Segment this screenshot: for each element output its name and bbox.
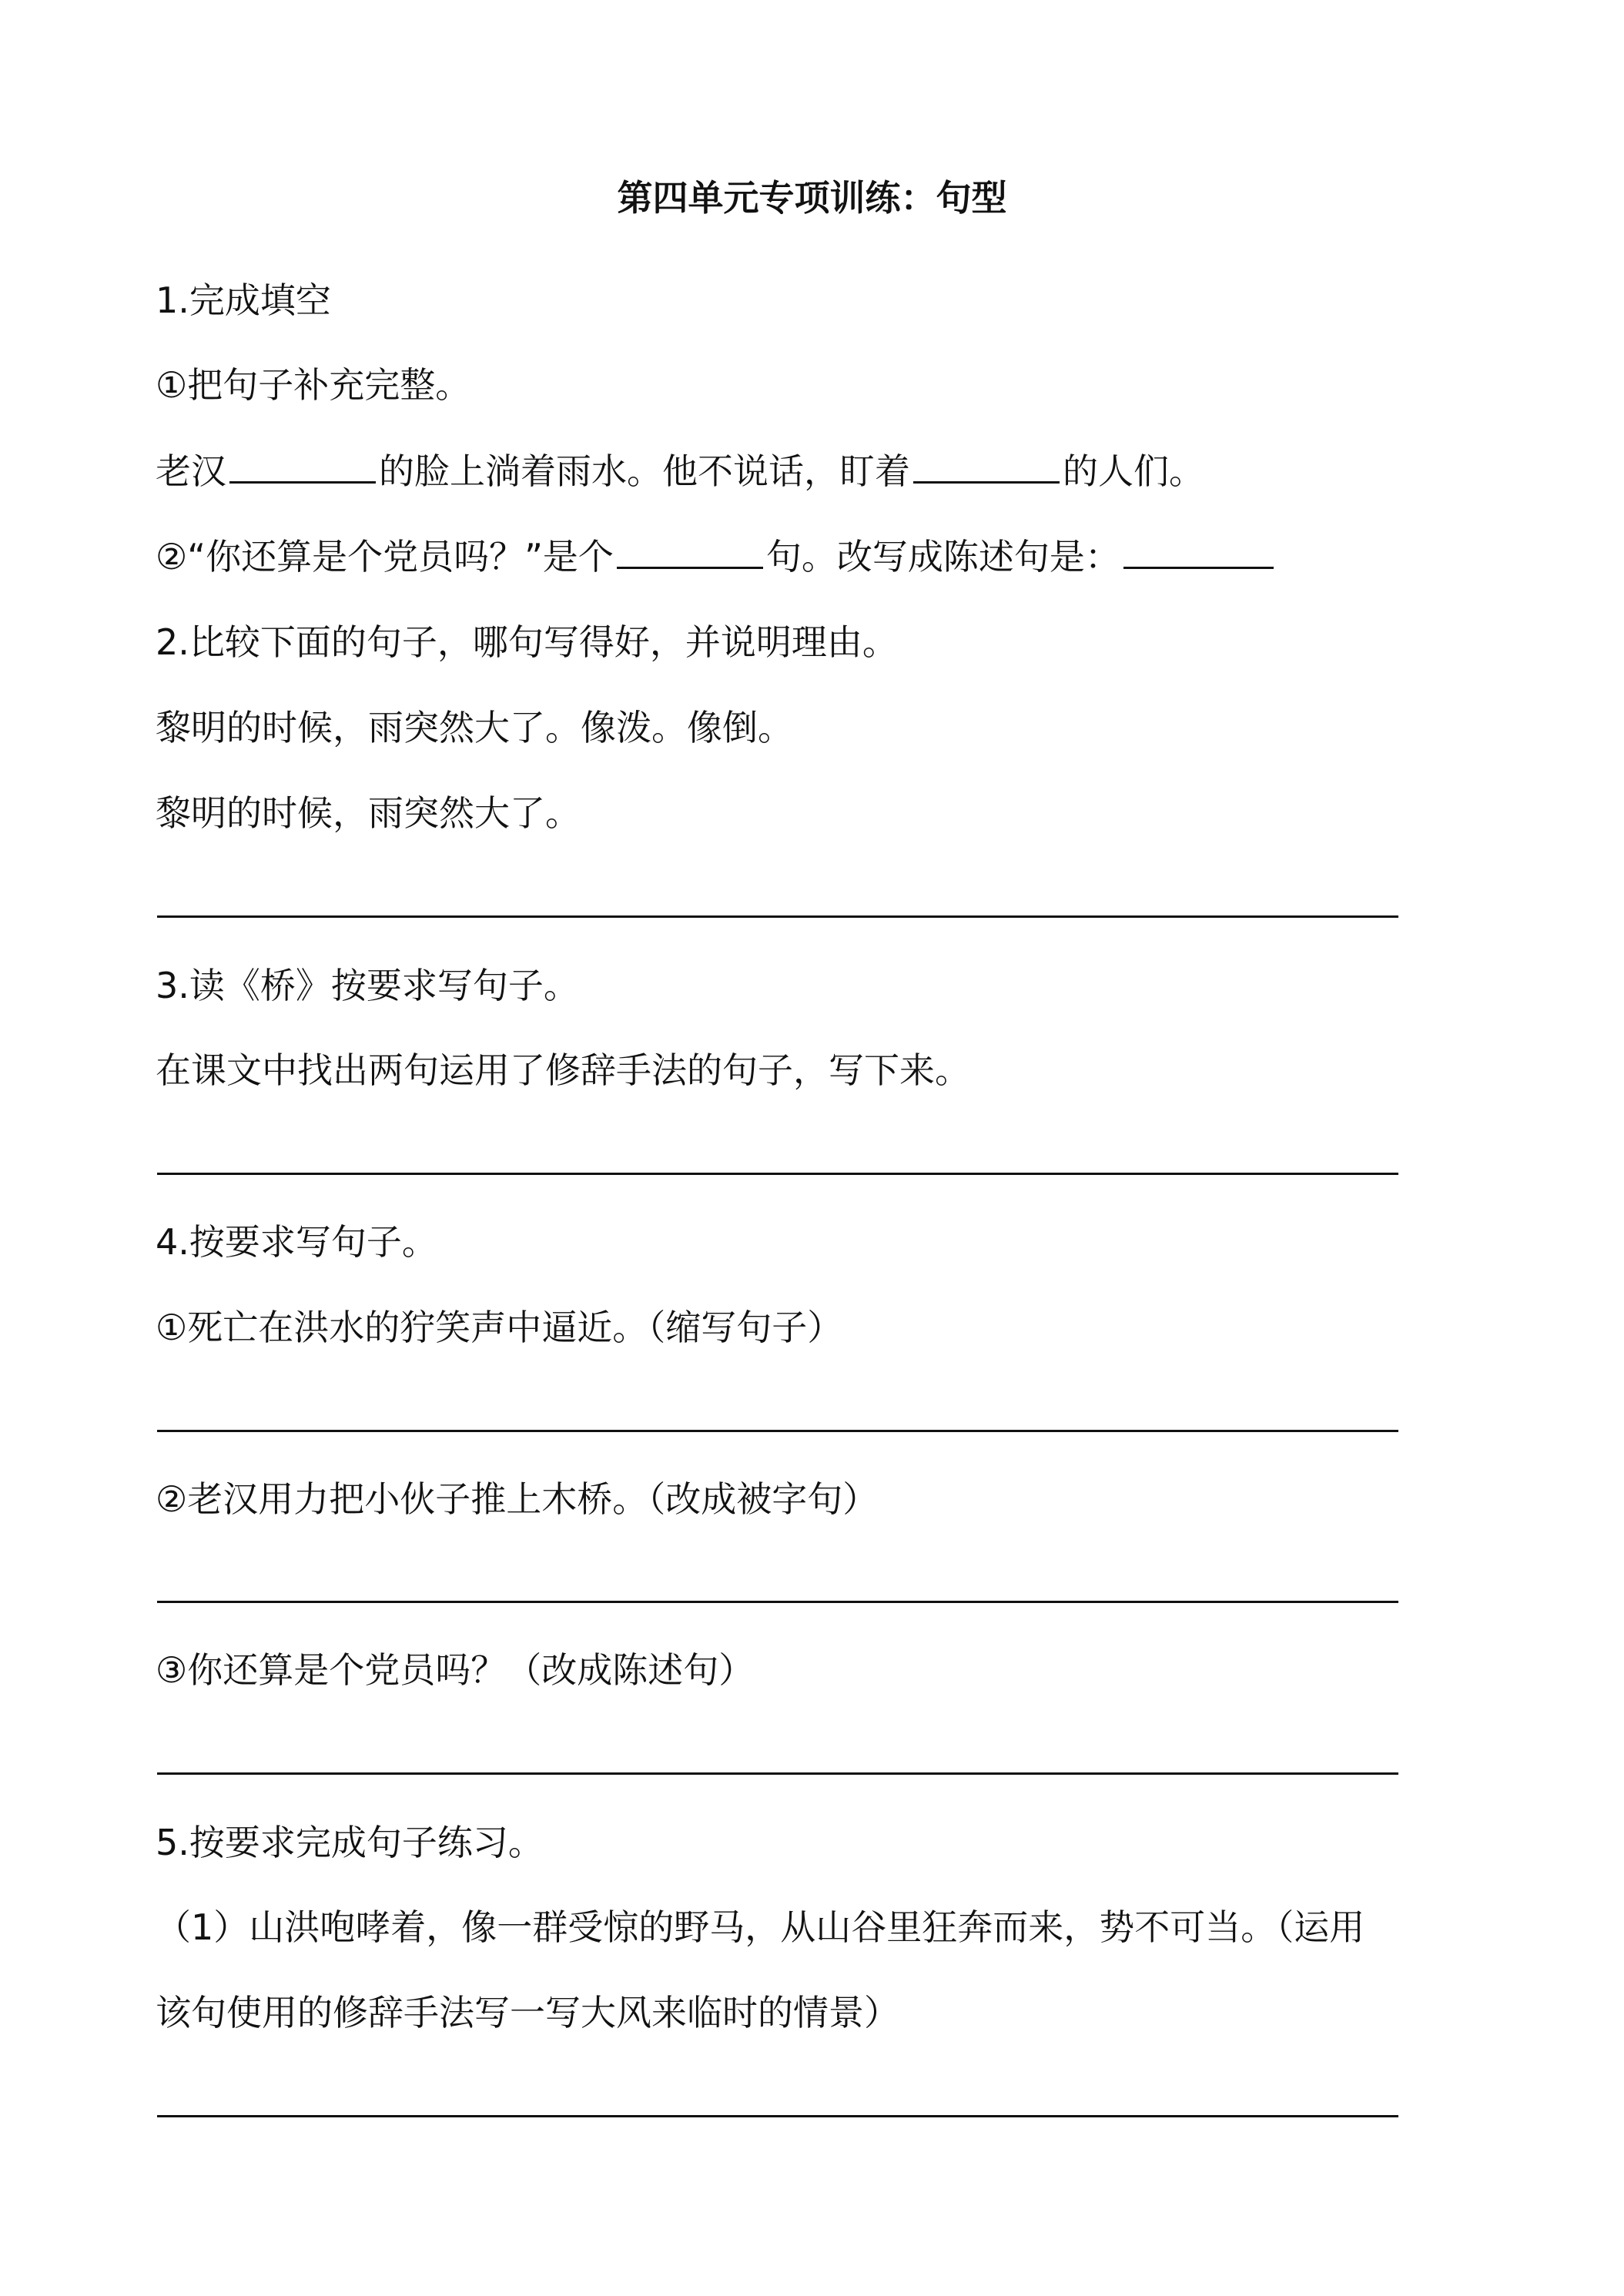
fill-blank-1[interactable] [229,446,376,484]
q4-item1: ①死亡在洪水的狞笑声中逼近。（缩写句子） [156,1307,843,1348]
q3-instruction: 在课文中找出两句运用了修辞手法的句子，写下来。 [156,1049,970,1091]
q4-item2: ②老汉用力把小伙子推上木桥。（改成被字句） [156,1478,879,1520]
page-title: 第四单元专项训练：句型 [617,177,1007,219]
q4-heading: 4.按要求写句子。 [156,1221,437,1263]
fill-blank-2[interactable] [913,446,1060,484]
fill-blank-3[interactable] [617,531,763,569]
q2-sentence1: 黎明的时候，雨突然大了。像泼。像倒。 [156,707,793,748]
answer-line-q4-3[interactable] [157,1772,1398,1775]
q1-sub2-part1: ②“你还算是个党员吗？”是个 [156,536,614,577]
answer-line-q2[interactable] [157,915,1398,918]
q1-sub1-part2: 的脸上淌着雨水。他不说话，盯着 [379,450,910,492]
q1-sub2-part2: 句。改写成陈述句是： [765,536,1120,577]
answer-line-q3[interactable] [157,1173,1398,1175]
q1-sub2-sentence [156,530,1277,584]
q5-heading: 5.按要求完成句子练习。 [156,1822,544,1863]
q1-sub1-part3: 的人们。 [1063,450,1204,492]
answer-line-q5[interactable] [157,2115,1398,2117]
answer-line-q4-2[interactable] [157,1601,1398,1603]
q2-heading: 2.比较下面的句子，哪句写得好，并说明理由。 [156,621,898,663]
q5-item1-line2: 该句使用的修辞手法写一写大风来临时的情景） [156,1992,899,2033]
q1-sub1-label: ①把句子补充完整。 [156,364,471,406]
fill-blank-4[interactable] [1123,531,1274,569]
q3-heading: 3.读《桥》按要求写句子。 [156,965,579,1006]
q5-item1-line1: （1）山洪咆哮着，像一群受惊的野马，从山谷里狂奔而来，势不可当。（运用 [156,1906,1365,1948]
q4-item3: ③你还算是个党员吗？（改成陈述句） [156,1649,755,1691]
answer-line-q4-1[interactable] [157,1430,1398,1432]
q1-sub1-part1: 老汉 [156,450,226,492]
q1-sub1-sentence [156,444,1204,498]
q2-sentence2: 黎明的时候，雨突然大了。 [156,792,581,834]
q1-heading: 1.完成填空 [156,279,331,321]
